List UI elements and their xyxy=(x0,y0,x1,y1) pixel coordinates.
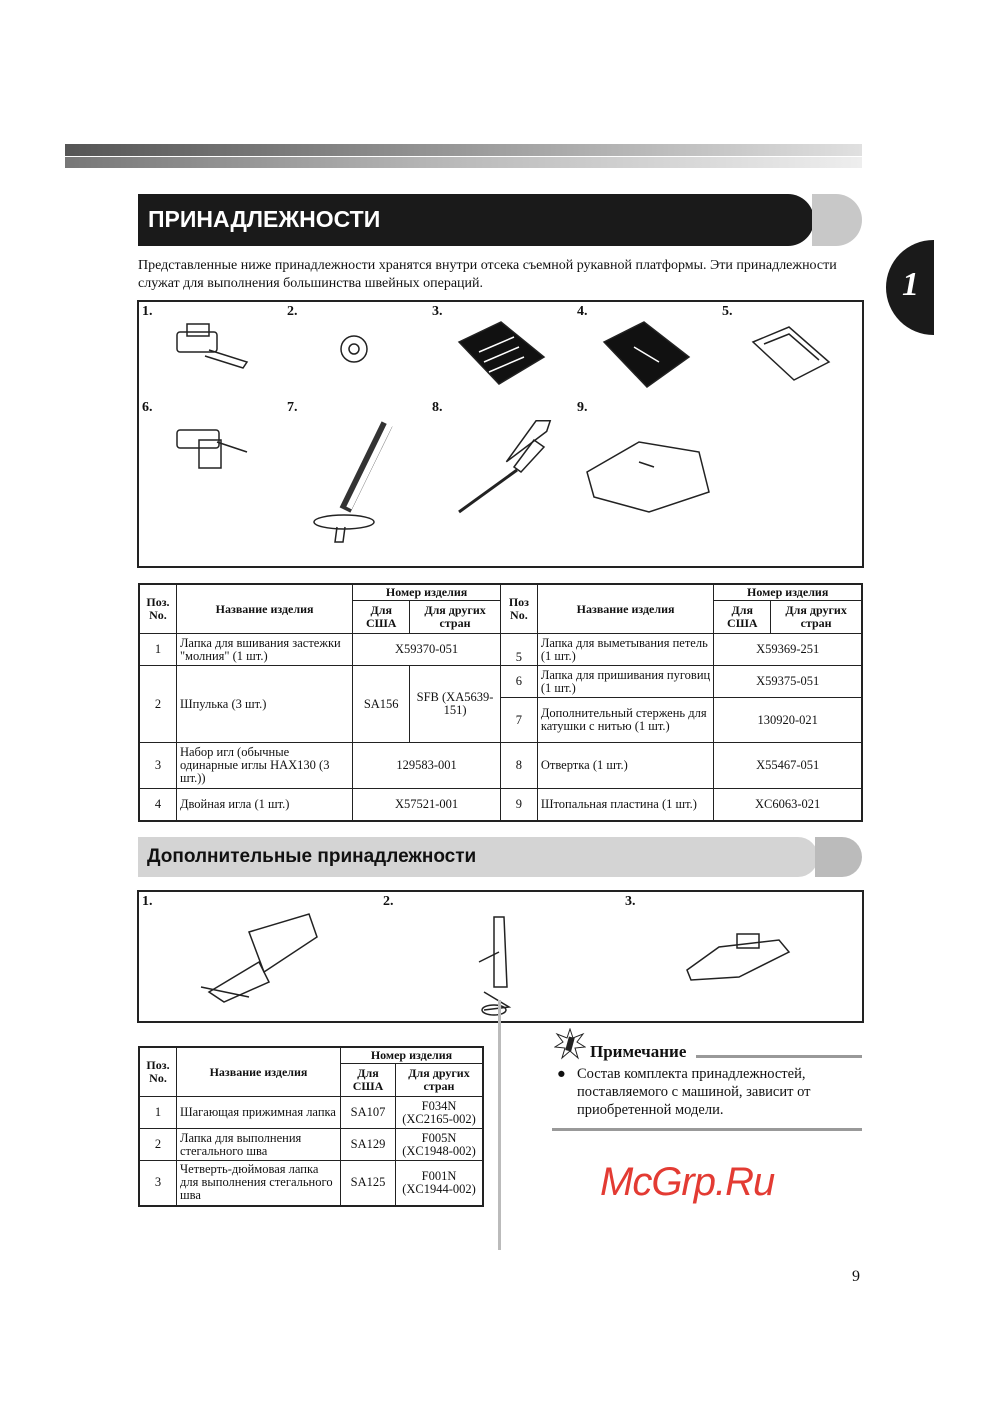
note-body: Состав комплекта принадлежностей, поставляемого с машиной, зависит от приобретенной модели. xyxy=(577,1066,811,1118)
note-title: Примечание xyxy=(590,1042,687,1061)
chapter-tab xyxy=(886,240,934,335)
accessories-table xyxy=(138,583,863,822)
cell: 1 xyxy=(139,634,176,666)
optional-table xyxy=(138,1046,484,1207)
cell: Четверть-дюймовая лапка для выполнения стегального шва xyxy=(177,1161,341,1206)
cell: F001N (XC1944-002) xyxy=(396,1161,484,1206)
figure-label: 2. xyxy=(383,894,394,909)
cell: 2 xyxy=(139,666,176,743)
cell: Набор игл (обычные одинарные иглы HAX130 (3 шт.)) xyxy=(176,743,352,789)
walking-foot-illustration xyxy=(201,914,317,1002)
col-part: Номер изделия xyxy=(353,584,501,601)
col-usa: Для США xyxy=(341,1064,396,1097)
col-other: Для других стран xyxy=(771,601,862,634)
table-row xyxy=(139,789,862,821)
col-part: Номер изделия xyxy=(714,584,862,601)
twin-needle-illustration xyxy=(604,322,689,387)
buttonhole-foot-illustration xyxy=(753,327,829,380)
cell: SFB (XA5639-151) xyxy=(410,666,501,743)
figure-label: 3. xyxy=(625,894,636,909)
figure-label: 2. xyxy=(287,304,298,319)
figure-label: 1. xyxy=(142,894,153,909)
cell: XC6063-021 xyxy=(714,789,862,821)
note-divider xyxy=(552,1128,862,1131)
optional-title-banner xyxy=(138,837,818,877)
col-other: Для других стран xyxy=(410,601,501,634)
cell: X55467-051 xyxy=(714,743,862,789)
figure-label: 8. xyxy=(432,400,443,415)
bullet-icon: ● xyxy=(557,1066,566,1082)
button-foot-illustration xyxy=(177,430,247,468)
cell: 7 xyxy=(500,698,537,743)
cell: Лапка для выметывания петель (1 шт.) xyxy=(537,634,714,666)
section-title: ПРИНАДЛЕЖНОСТИ xyxy=(148,206,381,232)
figure-label: 9. xyxy=(577,400,588,415)
cell: 3 xyxy=(139,743,176,789)
table-row xyxy=(139,1097,483,1129)
col-name: Название изделия xyxy=(177,1047,341,1097)
intro-text: Представленные ниже принадлежности хранятся внутри отсека съемной рукавной платформы. Эти принадлежности служат для выполнения большинства швейных операций. xyxy=(138,258,837,291)
col-pos: Поз. No. xyxy=(139,1047,177,1097)
cell: 6 xyxy=(500,666,537,698)
cell: Двойная игла (1 шт.) xyxy=(176,789,352,821)
needle-set-illustration xyxy=(459,322,544,384)
cell: X59370-051 xyxy=(353,634,501,666)
col-usa: Для США xyxy=(714,601,771,634)
figure-label: 5. xyxy=(722,304,733,319)
header-bar-lower xyxy=(65,157,862,168)
note-divider xyxy=(696,1055,862,1058)
col-other: Для других стран xyxy=(396,1064,484,1097)
cell: 5 xyxy=(500,634,537,666)
figure-label: 1. xyxy=(142,304,153,319)
note-text xyxy=(557,1065,857,1119)
figure-label: 3. xyxy=(432,304,443,319)
accessories-figure xyxy=(137,300,864,568)
bobbin-illustration xyxy=(341,336,367,362)
figure-label: 7. xyxy=(287,400,298,415)
cell: SA107 xyxy=(341,1097,396,1129)
screwdriver-illustration xyxy=(459,414,554,512)
column-divider xyxy=(498,1000,501,1250)
cell: SA156 xyxy=(353,666,410,743)
watermark: McGrp.Ru xyxy=(600,1160,775,1204)
banner-cap xyxy=(815,837,862,877)
quarter-inch-foot-illustration xyxy=(687,934,789,980)
cell: X59375-051 xyxy=(714,666,862,698)
cell: 4 xyxy=(139,789,176,821)
cell: F034N (XC2165-002) xyxy=(396,1097,484,1129)
table-row xyxy=(139,634,862,666)
col-name: Название изделия xyxy=(537,584,714,634)
banner-cap xyxy=(812,194,862,246)
cell: Отвертка (1 шт.) xyxy=(537,743,714,789)
cell: SA129 xyxy=(341,1129,396,1161)
col-pos: Поз. No. xyxy=(139,584,176,634)
spool-pin-illustration xyxy=(314,422,391,542)
table-row xyxy=(139,666,862,698)
cell: Лапка для вшивания застежки "молния" (1 шт.) xyxy=(176,634,352,666)
note-icon xyxy=(554,1028,586,1060)
cell: 130920-021 xyxy=(714,698,862,743)
zipper-foot-illustration xyxy=(177,324,247,368)
cell: Дополнительный стержень для катушки с нитью (1 шт.) xyxy=(537,698,714,743)
optional-title: Дополнительные принадлежности xyxy=(147,846,477,867)
cell: SA125 xyxy=(341,1161,396,1206)
cell: 1 xyxy=(139,1097,177,1129)
cell: Шпулька (3 шт.) xyxy=(176,666,352,743)
cell: 2 xyxy=(139,1129,177,1161)
cell: X59369-251 xyxy=(714,634,862,666)
cell: Штопальная пластина (1 шт.) xyxy=(537,789,714,821)
col-usa: Для США xyxy=(353,601,410,634)
cell: Лапка для выполнения стегального шва xyxy=(177,1129,341,1161)
figure-label: 4. xyxy=(577,304,588,319)
col-pos: Поз No. xyxy=(500,584,537,634)
cell: 9 xyxy=(500,789,537,821)
page-number: 9 xyxy=(852,1268,860,1285)
cell: X57521-001 xyxy=(353,789,501,821)
section-title-banner xyxy=(138,194,814,246)
col-part: Номер изделия xyxy=(341,1047,484,1064)
figure-label: 6. xyxy=(142,400,153,415)
header-bar xyxy=(65,144,862,156)
cell: 3 xyxy=(139,1161,177,1206)
cell: Шагающая прижимная лапка xyxy=(177,1097,341,1129)
table-row xyxy=(139,1129,483,1161)
cell: Лапка для пришивания пуговиц (1 шт.) xyxy=(537,666,714,698)
table-row xyxy=(139,743,862,789)
table-row xyxy=(139,1161,483,1206)
cell: 8 xyxy=(500,743,537,789)
darning-plate-illustration xyxy=(587,442,709,512)
chapter-number: 1 xyxy=(902,266,919,303)
accessory-illustrations xyxy=(139,302,862,566)
cell: F005N (XC1948-002) xyxy=(396,1129,484,1161)
cell: 129583-001 xyxy=(353,743,501,789)
quilting-foot-illustration xyxy=(479,917,509,1015)
col-name: Название изделия xyxy=(176,584,352,634)
